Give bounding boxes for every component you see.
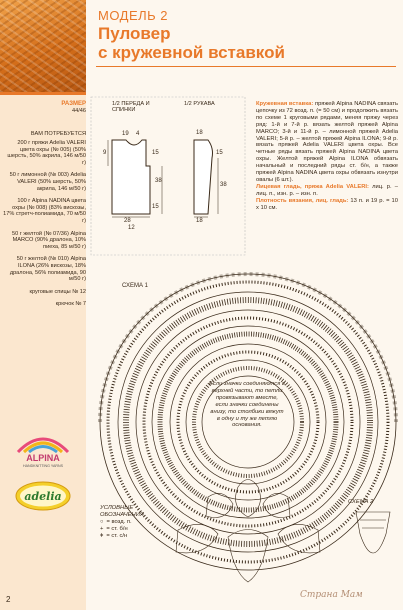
sleeve-label: 1/2 РУКАВА — [184, 101, 215, 107]
title-line-2: с кружевной вставкой — [98, 43, 285, 62]
svg-text:18: 18 — [196, 130, 203, 136]
front-back-label: 1/2 ПЕРЕДА И СПИНКИ — [112, 101, 150, 114]
page-number: 2 — [6, 595, 11, 604]
watermark: Страна Мам — [300, 590, 363, 600]
legend-title: УСЛОВНЫЕ ОБОЗНАЧЕНИЯ — [100, 505, 144, 518]
legend-item: + = ст. б/н — [100, 526, 128, 532]
svg-text:28: 28 — [124, 218, 131, 224]
svg-text:38: 38 — [155, 178, 162, 184]
sidebar — [0, 0, 86, 610]
schema-2-label: СХЕМА 2 — [348, 499, 374, 505]
materials-heading: ВАМ ПОТРЕБУЕТСЯ — [30, 131, 86, 137]
double-crochet-icon: ǂ — [100, 533, 104, 539]
model-label: МОДЕЛЬ 2 — [98, 8, 169, 23]
knit-photo — [0, 0, 86, 92]
list-item: 50 г желтой (№ 07/36) Alpina MARCO (90% дралона, 10% пиеха, 85 м/50 г) — [12, 230, 86, 250]
adelia-logo — [14, 480, 72, 512]
svg-text:HANDKNITTING YARNS: HANDKNITTING YARNS — [22, 464, 64, 468]
chart-title: СХЕМА 1 — [122, 283, 149, 289]
svg-text:15: 15 — [216, 150, 223, 156]
title-line-1: Пуловер — [98, 24, 171, 43]
chain-icon: ○ — [100, 519, 104, 525]
list-item: 50 г лимонной (№ 003) Adelia VALERI (50% шерсть, 50% акрила, 146 м/50 г) — [9, 172, 86, 192]
size-value: 44/46 — [72, 107, 86, 114]
single-crochet-icon: + — [100, 526, 104, 532]
svg-text:9: 9 — [103, 150, 107, 156]
svg-text:12: 12 — [128, 225, 135, 231]
instructions — [256, 101, 398, 212]
size-heading: РАЗМЕР — [61, 101, 86, 107]
size-block — [3, 101, 86, 114]
gauge-label: Плотность вязания, лиц. гладь: — [256, 197, 349, 204]
svg-text:4: 4 — [136, 131, 140, 137]
lace-insert-text: пряжей Alpina NADINA связать цепочку из 72 возд. п. (= 50 см) и продолжить вязать по схеме 1 круговыми рядами, меняя пряжу через ряд: 1-й и 7-й р. вязать желтой пряжей Alpina MARCO; 3-й и 11-й р. – лимонной пряжей Adelia VALERI; 5-й р. – желтой пряжей Alpina ILONA; 9-й р. вязать пряжей Adelia VALERI цвета охры. Все четные ряды вязать пряжей Alpina NADINA цвета охры. Желтой пряжей Alpina ILONA обвязать начальный и последний ряды ст. б/н, а также пряжей Alpina NADINA цвета охры обвязать изнутри овалы (6 шт.). — [256, 101, 398, 183]
lace-insert-label: Кружевная вставка: — [256, 101, 314, 107]
list-item: круговые спицы № 12 — [29, 288, 86, 295]
svg-text:15: 15 — [152, 204, 159, 210]
stockinette-label: Лицевая гладь, пряжа Adelia VALERI: — [256, 183, 369, 190]
stockinette-text: лиц. р. – лиц. п., изн. р. – изн. п. — [256, 183, 398, 197]
alpina-logo — [10, 430, 76, 468]
legend-item: ○ = возд. п. — [100, 519, 132, 525]
list-item: 50 г желтой (№ 010) Alpina ILONA (26% вискозы, 18% дралона, 56% полиамида, 90 м/50 г) — [9, 256, 86, 283]
divider — [0, 92, 86, 95]
svg-text:18: 18 — [196, 218, 203, 224]
svg-text:ALPINA: ALPINA — [26, 453, 60, 463]
materials-list — [3, 140, 86, 314]
svg-text:19: 19 — [122, 131, 129, 137]
list-item: крючок № 7 — [55, 301, 86, 308]
legend-item: ǂ = ст. с/н — [100, 533, 128, 539]
garment-schematic — [90, 96, 246, 256]
legend — [100, 505, 160, 540]
crochet-chart — [88, 272, 398, 602]
svg-text:38: 38 — [220, 182, 227, 188]
page-title — [98, 24, 285, 62]
svg-text:adelia: adelia — [24, 490, 62, 503]
gauge-text: 13 п. и 19 р. = 10 х 10 см. — [256, 197, 398, 211]
list-item: 100 г Alpina NADINA цвета охры (№ 008) (83% вискозы, 17% стретч-полиамида, 70 м/50 г) — [3, 198, 86, 224]
svg-text:15: 15 — [152, 150, 159, 156]
list-item: 200 г пряжи Adelia VALERI цвета охры (№ 005) (50% шерсть, 50% акрила, 146 м/50 г) — [7, 140, 86, 166]
header-rule — [96, 66, 396, 67]
chart-note: Если значки соединяются в верхней части, то петли провязывают вместе, если значки соединены внизу, то столбики вяжут в одну и ту же петлю основания. — [209, 381, 285, 429]
